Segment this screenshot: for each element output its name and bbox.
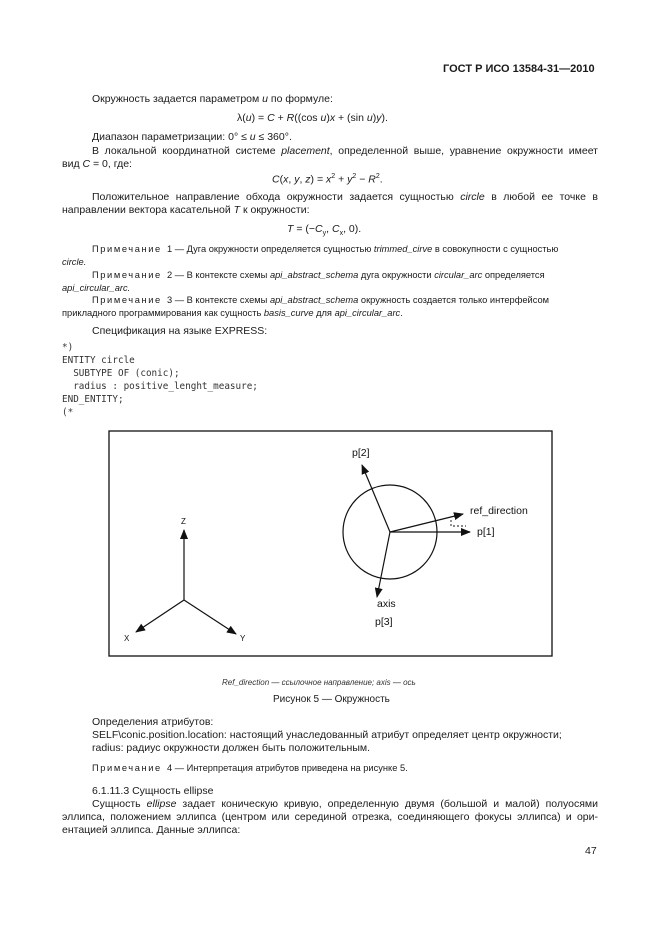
note-4: Примечание 4 — Интерпретация атрибутов приведена на рисунке 5.	[92, 763, 408, 773]
paragraph-direction-line2: направлении вектора касательной T к окружности:	[62, 204, 310, 216]
axis-x-arrow	[136, 600, 184, 632]
axis-arrow	[377, 532, 390, 597]
figure-caption: Рисунок 5 — Окружность	[273, 694, 390, 705]
code-line: ENTITY circle	[62, 355, 135, 366]
label-p1: p[1]	[477, 526, 495, 538]
attribute-radius: radius: радиус окружности должен быть положительным.	[92, 742, 371, 754]
paragraph-range: Диапазон параметризации: 0° ≤ u ≤ 360°.	[92, 131, 292, 143]
paragraph-placement-line2: вид C = 0, где:	[62, 158, 132, 170]
attributes-title: Определения атрибутов:	[92, 716, 214, 728]
code-line: *)	[62, 342, 74, 353]
angle-marker	[451, 520, 466, 526]
figure-legend: Ref_direction — ссылочное направление; axis — ось	[222, 678, 416, 687]
section-paragraph-line3: ентацией эллипса. Данные эллипса:	[62, 824, 241, 836]
ref-direction-arrow	[390, 514, 463, 532]
note-2: Примечание 2 — В контексте схемы api_abstract_schema дуга окружности circular_arc определяется	[92, 270, 545, 280]
code-line: (*	[62, 407, 74, 418]
label-ref-direction: ref_direction	[470, 505, 528, 517]
axis-z-label: Z	[181, 517, 186, 526]
label-p2: p[2]	[352, 447, 370, 459]
label-p3: p[3]	[375, 616, 393, 628]
note-3-cont: прикладного программирования как сущность basis_curve для api_circular_arc.	[62, 308, 403, 318]
page-number: 47	[585, 845, 597, 857]
note-1-cont: circle.	[62, 257, 87, 267]
code-line: SUBTYPE OF (conic);	[62, 368, 180, 379]
attribute-location: SELF\conic.position.location: настоящий унаследованный атрибут определяет центр окружности;	[92, 729, 562, 741]
axis-y-label: Y	[240, 634, 246, 643]
paragraph-parameter: Окружность задается параметром u по формуле:	[92, 93, 333, 105]
paragraph-direction-line1: Положительное направление обхода окружности задается сущностью circle в любой ее точке в	[92, 191, 598, 203]
section-heading: 6.1.11.3 Сущность ellipse	[92, 785, 214, 797]
formula-t: $T = (-C_y$, $C_x$, 0).	[287, 223, 362, 238]
figure-frame	[109, 431, 552, 656]
express-intro: Спецификация на языке EXPRESS:	[92, 325, 268, 337]
formula-c: C(x, y, $z) = x^2 + y^2 - R^2$.	[272, 173, 383, 186]
paragraph-placement-line1: В локальной координатной системе placement, определенной выше, уравнение окружности имеет	[92, 145, 598, 157]
code-line: END_ENTITY;	[62, 394, 124, 405]
label-axis: axis	[377, 598, 396, 610]
axis-x-label: X	[124, 634, 130, 643]
formula-lambda: λ(u) = C + R((cos u)x + (sin u)y).	[237, 112, 388, 124]
note-1: Примечание 1 — Дуга окружности определяется сущностью trimmed_cirve в совокупности с сущностью	[92, 244, 559, 254]
section-paragraph-line2: эллипса, положением эллипса (центром или серединой отрезка, соединяющего фокусы эллипса) и ори-	[62, 811, 598, 823]
section-paragraph-line1: Сущность ellipse задает коническую кривую, определенную двумя (большой и малой) полуосями	[92, 798, 598, 810]
axis-y-arrow	[184, 600, 236, 634]
code-line: radius : positive_lenght_measure;	[62, 381, 258, 392]
document-header: ГОСТ Р ИСО 13584-31—2010	[443, 63, 595, 75]
note-2-cont: api_circular_arc.	[62, 283, 131, 293]
note-3: Примечание 3 — В контексте схемы api_abstract_schema окружность создается только интерфейсом	[92, 295, 550, 305]
p2-arrow	[362, 465, 390, 532]
